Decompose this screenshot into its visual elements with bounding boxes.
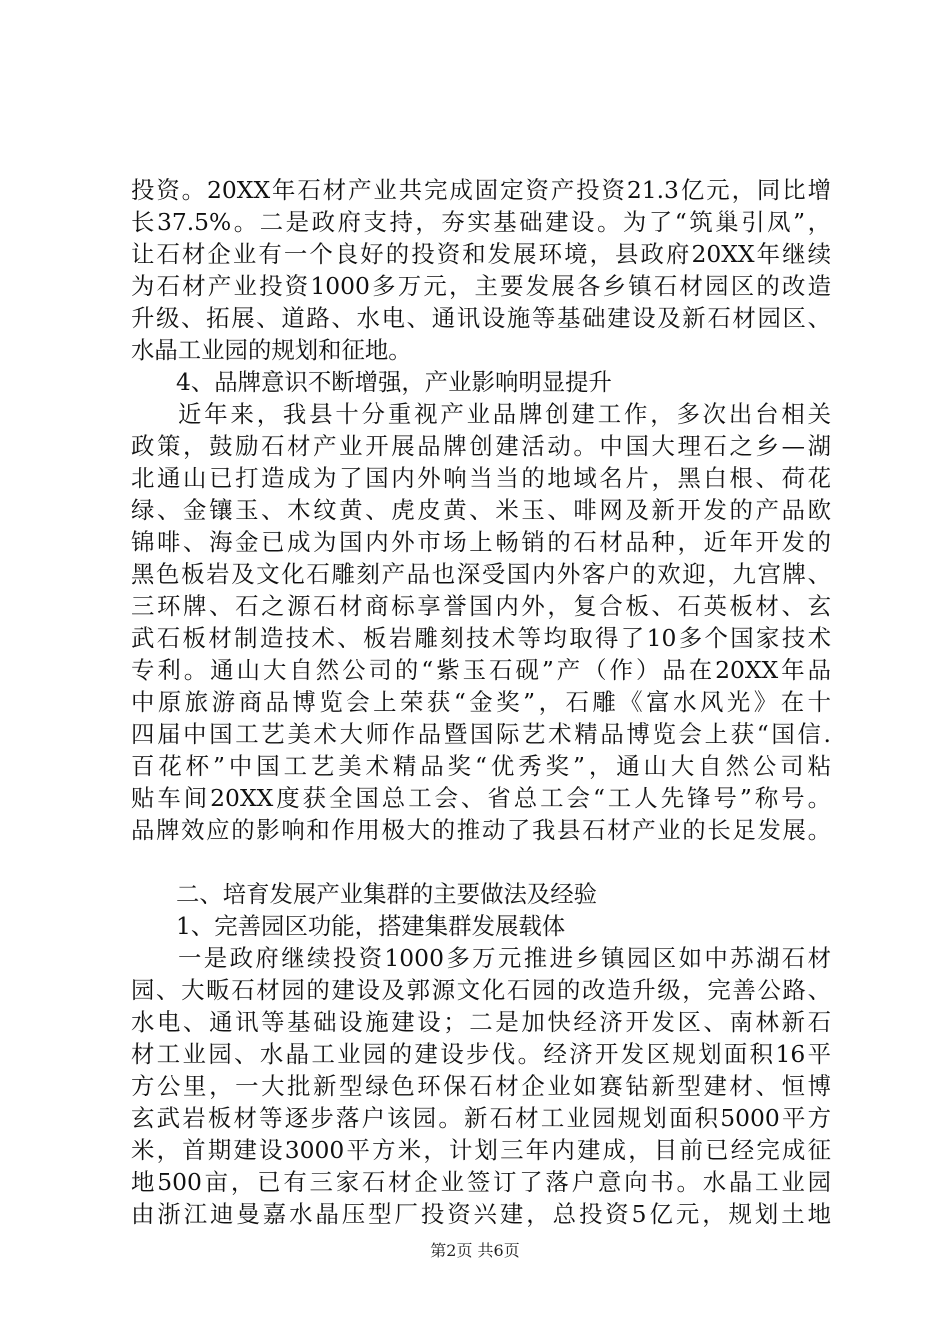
paragraph-first-line: 一是政府继续投资1000多万元推进乡镇园区如中苏湖石材	[178, 944, 831, 972]
body-text-line: 长37.5%。二是政府支持，夯实基础建设。为了“筑巢引凤”，	[131, 208, 831, 236]
subsection-heading-park: 1、完善园区功能，搭建集群发展载体	[176, 912, 566, 940]
body-text-line: 贴车间20XX度获全国总工会、省总工会“工人先锋号”称号。	[131, 784, 831, 812]
body-text-line: 四届中国工艺美术大师作品暨国际艺术精品博览会上获“国信.	[131, 720, 831, 748]
body-text-line: 为石材产业投资1000多万元，主要发展各乡镇石材园区的改造	[131, 272, 831, 300]
body-text-line: 水晶工业园的规划和征地。	[131, 336, 412, 364]
paragraph-first-line: 近年来，我县十分重视产业品牌创建工作，多次出台相关	[178, 400, 831, 428]
body-text-line: 园、大畈石材园的建设及郭源文化石园的改造升级，完善公路、	[131, 976, 831, 1004]
body-text-line: 绿、金镶玉、木纹黄、虎皮黄、米玉、啡网及新开发的产品欧	[131, 496, 831, 524]
body-text-line: 让石材企业有一个良好的投资和发展环境，县政府20XX年继续	[131, 240, 831, 268]
body-text-line: 投资。20XX年石材产业共完成固定资产投资21.3亿元，同比增	[131, 176, 831, 204]
body-text-line: 升级、拓展、道路、水电、通讯设施等基础建设及新石材园区、	[131, 304, 831, 332]
body-text-line: 锦啡、海金已成为国内外市场上畅销的石材品种，近年开发的	[131, 528, 831, 556]
section-heading-brand: 4、品牌意识不断增强，产业影响明显提升	[176, 368, 612, 396]
body-text-line: 三环牌、石之源石材商标享誉国内外，复合板、石英板材、玄	[131, 592, 831, 620]
body-text-line: 方公里，一大批新型绿色环保石材企业如赛钻新型建材、恒博	[131, 1072, 831, 1100]
body-text-line: 材工业园、水晶工业园的建设步伐。经济开发区规划面积16平	[131, 1040, 831, 1068]
section-heading-cluster: 二、培育发展产业集群的主要做法及经验	[176, 880, 598, 908]
body-text-line: 武石板材制造技术、板岩雕刻技术等均取得了10多个国家技术	[131, 624, 831, 652]
body-text-line: 水电、通讯等基础设施建设；二是加快经济开发区、南林新石	[131, 1008, 831, 1036]
body-text-line: 百花杯”中国工艺美术精品奖“优秀奖”，通山大自然公司粘	[131, 752, 831, 780]
body-text-line: 政策，鼓励石材产业开展品牌创建活动。中国大理石之乡—湖	[131, 432, 831, 460]
body-text-line: 中原旅游商品博览会上荣获“金奖”，石雕《富水风光》在十	[131, 688, 831, 716]
body-text-line: 黑色板岩及文化石雕刻产品也深受国内外客户的欢迎，九宫牌、	[131, 560, 831, 588]
body-text-line: 地500亩，已有三家石材企业签订了落户意向书。水晶工业园	[131, 1168, 831, 1196]
body-text-line: 北通山已打造成为了国内外响当当的地域名片，黑白根、荷花	[131, 464, 831, 492]
body-text-line: 米，首期建设3000平方米，计划三年内建成，目前已经完成征	[131, 1136, 831, 1164]
body-text-line: 由浙江迪曼嘉水晶压型厂投资兴建，总投资5亿元，规划土地	[131, 1200, 831, 1228]
page-number-footer: 第2页 共6页	[430, 1241, 520, 1260]
body-text-line: 专利。通山大自然公司的“紫玉石砚”产（作）品在20XX年品	[131, 656, 831, 684]
body-text-line: 品牌效应的影响和作用极大的推动了我县石材产业的长足发展。	[131, 816, 831, 844]
body-text-line: 玄武岩板材等逐步落户该园。新石材工业园规划面积5000平方	[131, 1104, 831, 1132]
